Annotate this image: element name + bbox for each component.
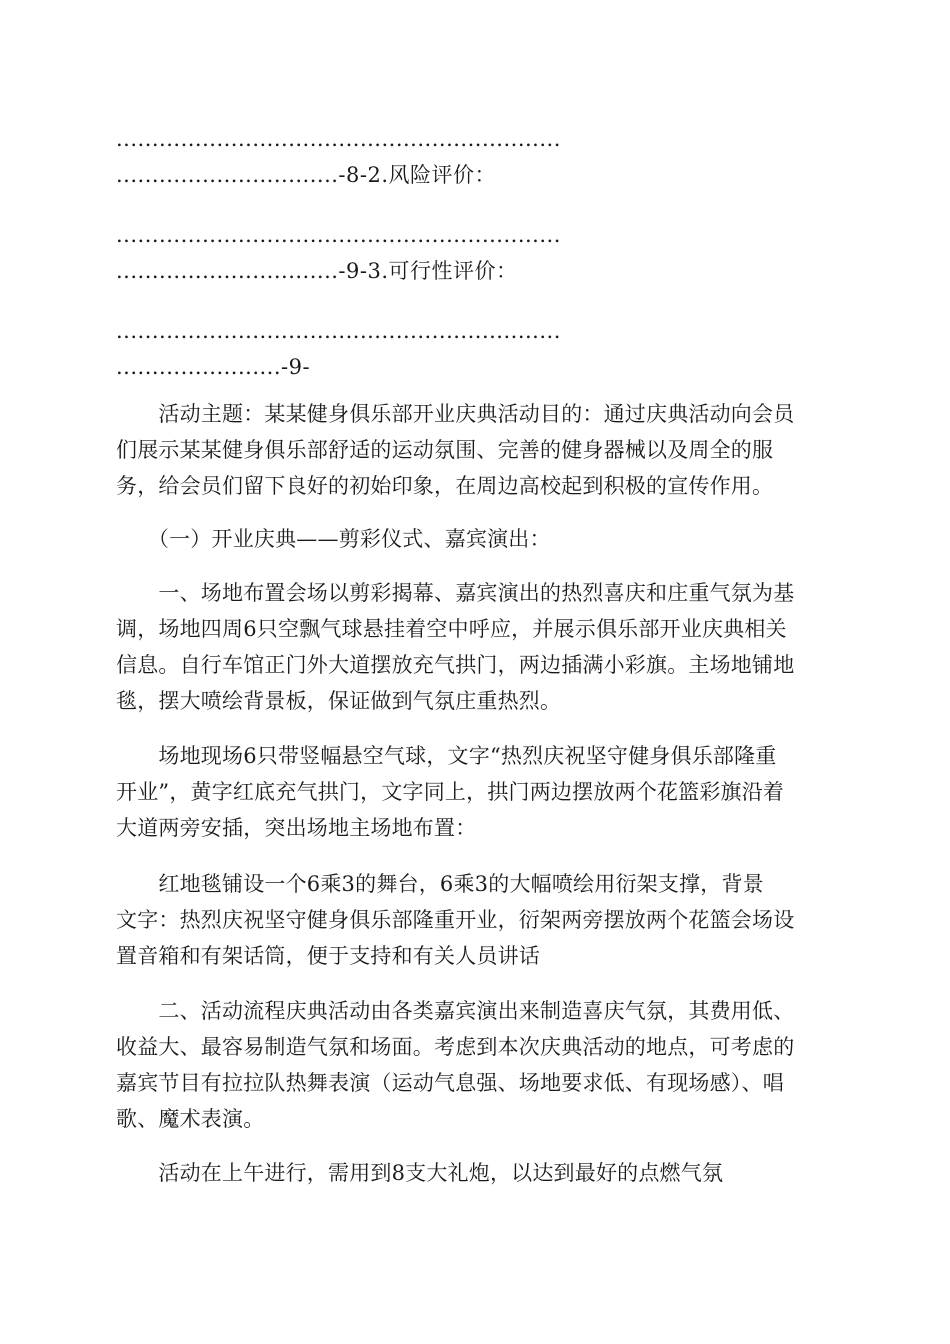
toc-dots-line: ..............................................................: [116, 223, 561, 247]
paragraph-timing-line: 活动在上午进行，需用到8支大礼炮，以达到最好的点燃气氛: [116, 1161, 724, 1185]
toc-dots-line: ..............................................................: [116, 319, 561, 343]
toc-dots-line: ..............................................................: [116, 127, 561, 151]
paragraph-venue-line: 毯，摆大喷绘背景板，保证做到气氛庄重热烈。: [116, 689, 562, 713]
paragraph-flow-line: 收益大、最容易制造气氛和场面。考虑到本次庆典活动的地点，可考虑的: [116, 1035, 795, 1059]
paragraph-theme-line: 们展示某某健身俱乐部舒适的运动氛围、完善的健身器械以及周全的服: [116, 438, 774, 462]
toc-entry-risk-evaluation: ...............................-8-2.风险评价：: [116, 163, 497, 187]
paragraph-stage-line: 文字：热烈庆祝坚守健身俱乐部隆重开业，衍架两旁摆放两个花篮会场设: [116, 908, 795, 932]
paragraph-flow-line: 歌、魔术表演。: [116, 1107, 265, 1131]
paragraph-theme-line: 活动主题：某某健身俱乐部开业庆典活动目的：通过庆典活动向会员: [116, 402, 795, 426]
paragraph-site-line: 场地现场6只带竖幅悬空气球，文字“热烈庆祝坚守健身俱乐部隆重: [116, 744, 777, 768]
paragraph-stage-line: 置音箱和有架话筒，便于支持和有关人员讲话: [116, 944, 540, 968]
paragraph-flow-line: 嘉宾节目有拉拉队热舞表演（运动气息强、场地要求低、有现场感）、唱: [116, 1071, 784, 1095]
toc-entry-end: .......................-9-: [116, 355, 311, 379]
paragraph-site-line: 开业”，黄字红底充气拱门，文字同上，拱门两边摆放两个花篮彩旗沿着: [116, 780, 785, 804]
paragraph-flow-line: 二、活动流程庆典活动由各类嘉宾演出来制造喜庆气氛，其费用低、: [116, 999, 795, 1023]
paragraph-venue-line: 一、场地布置会场以剪彩揭幕、嘉宾演出的热烈喜庆和庄重气氛为基: [116, 581, 795, 605]
toc-entry-feasibility-evaluation: ...............................-9-3.可行性评价：: [116, 259, 518, 283]
paragraph-site-line: 大道两旁安插，突出场地主场地布置：: [116, 816, 477, 840]
section-heading-opening: （一）开业庆典——剪彩仪式、嘉宾演出：: [116, 527, 551, 551]
paragraph-venue-line: 调，场地四周6只空飘气球悬挂着空中呼应，并展示俱乐部开业庆典相关: [116, 617, 787, 641]
paragraph-theme-line: 务，给会员们留下良好的初始印象，在周边高校起到积极的宣传作用。: [116, 474, 774, 498]
paragraph-stage-line: 红地毯铺设一个6乘3的舞台，6乘3的大幅喷绘用衍架支撑，背景: [116, 872, 764, 896]
paragraph-venue-line: 信息。自行车馆正门外大道摆放充气拱门，两边插满小彩旗。主场地铺地: [116, 653, 795, 677]
